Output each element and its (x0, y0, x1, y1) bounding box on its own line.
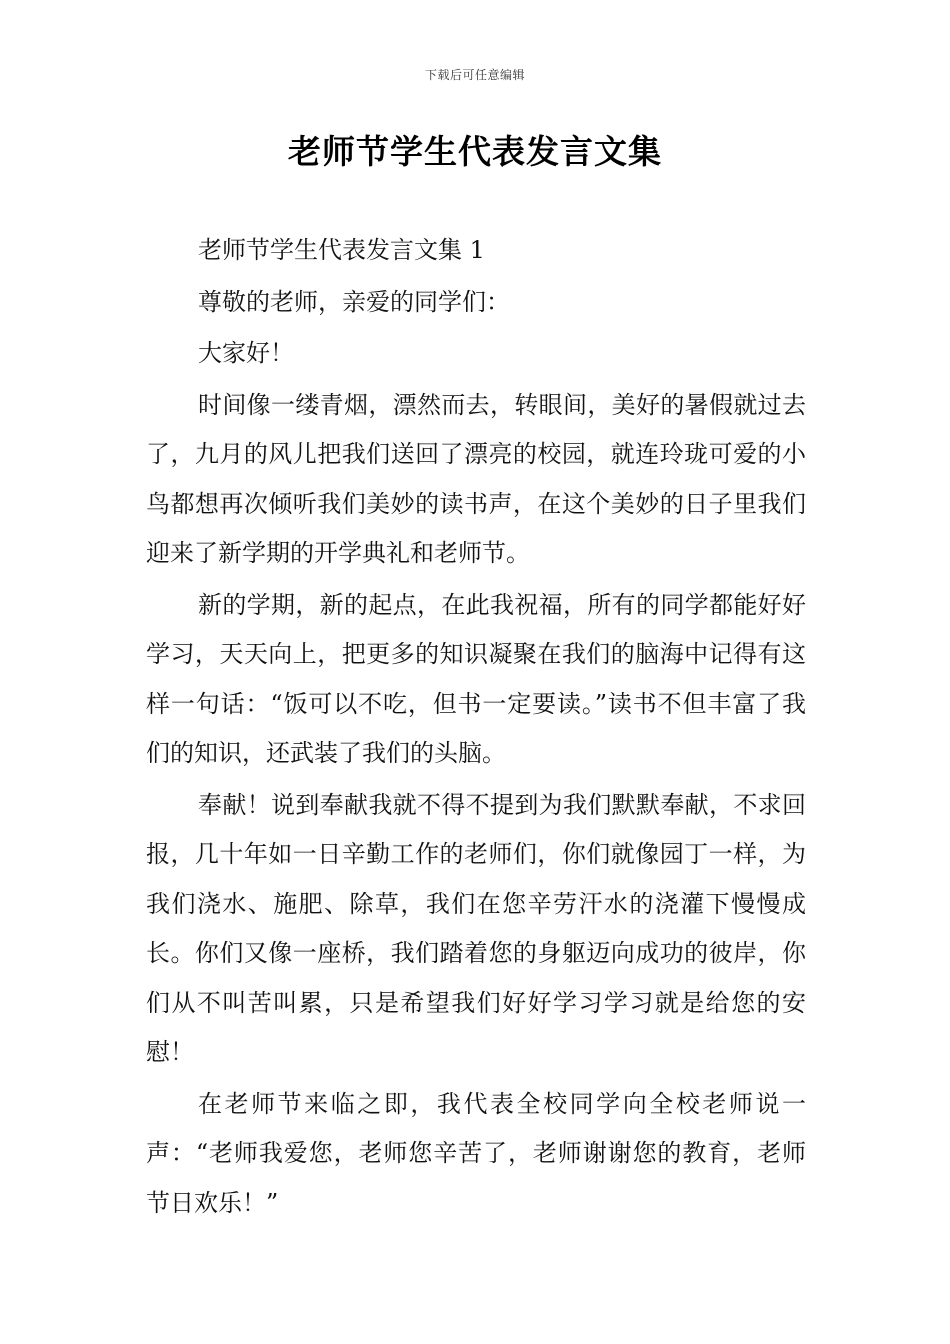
body-paragraph: 在老师节来临之即，我代表全校同学向全校老师说一声：“老师我爱您，老师您辛苦了，老师谢谢您的教育，老师节日欢乐！” (146, 1089, 806, 1217)
body-paragraph: 新的学期，新的起点，在此我祝福，所有的同学都能好好学习，天天向上，把更多的知识凝聚在我们的脑海中记得有这样一句话：“饭可以不吃，但书一定要读。”读书不但丰富了我们的知识，还武装了我们的头脑。 (146, 590, 806, 767)
document-title: 老师节学生代表发言文集 (288, 132, 662, 171)
body-paragraph: 奉献！说到奉献我就不得不提到为我们默默奉献，不求回报，几十年如一日辛勤工作的老师们，你们就像园丁一样，为我们浇水、施肥、除草，我们在您辛劳汗水的浇灌下慢慢成长。你们又像一座桥，我们踏着您的身躯迈向成功的彼岸，你们从不叫苦叫累，只是希望我们好好学习学习就是给您的安慰！ (146, 790, 806, 1066)
header-note: 下载后可任意编辑 (424, 68, 525, 82)
salutation: 尊敬的老师，亲爱的同学们： (198, 287, 510, 316)
greeting: 大家好！ (198, 339, 294, 367)
section-heading: 老师节学生代表发言文集 1 (198, 236, 485, 264)
document-body (146, 226, 806, 1230)
body-paragraph: 时间像一缕青烟，漂然而去，转眼间，美好的暑假就过去了，九月的风儿把我们送回了漂亮的校园，就连玲珑可爱的小鸟都想再次倾听我们美妙的读书声，在这个美妙的日子里我们迎来了新学期的开学典礼和老师节。 (146, 390, 806, 567)
